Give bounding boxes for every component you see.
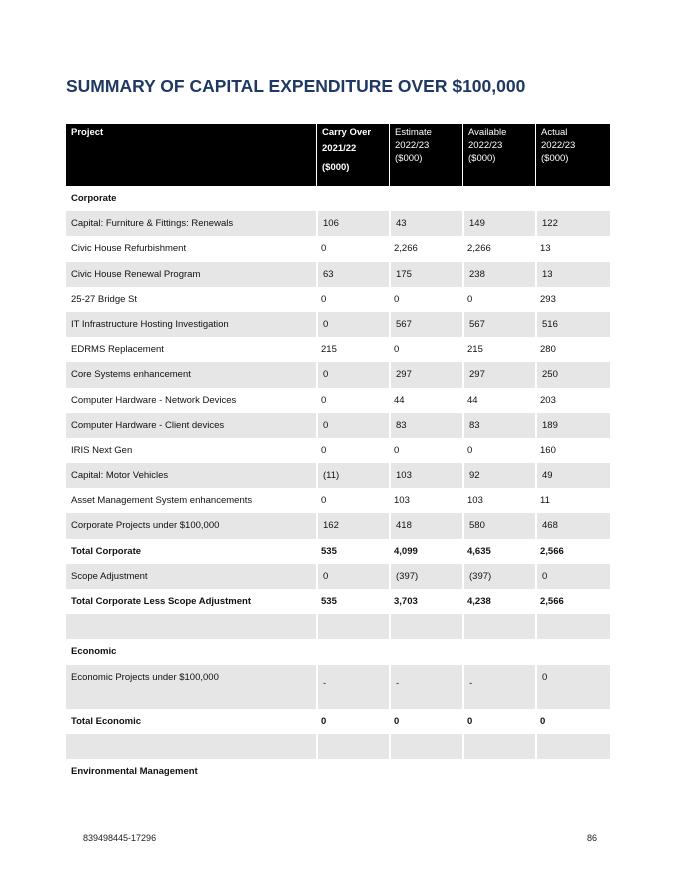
cell-estimate [389,759,462,784]
cell-carry-over [316,734,389,759]
header-estimate: Estimate 2022/23 ($000) [389,124,462,186]
cell-carry-over [316,614,389,639]
document-id: 839498445-17296 [83,833,157,843]
cell-actual: 13 [535,262,610,287]
cell-available: 215 [467,344,483,356]
cell-actual [535,639,610,664]
cell-carry-over: 106 [316,211,389,236]
cell-available: - [462,665,535,709]
table-row [66,759,610,784]
page-number: 86 [587,833,598,843]
page-title: SUMMARY OF CAPITAL EXPENDITURE OVER $100,000 [66,76,526,96]
table-header [66,124,610,186]
cell-available: 92 [462,463,535,488]
cell-actual [535,759,610,784]
table-row-spacer [66,734,610,759]
cell-project: Total Economic [71,715,142,727]
header-project: Project [71,127,104,138]
cell-available: 238 [462,262,535,287]
cell-carry-over: 0 [321,394,327,406]
cell-carry-over: 63 [316,262,389,287]
cell-actual [535,614,610,639]
cell-available: (397) [462,564,535,589]
table-row [66,438,610,463]
cell-actual: 11 [540,495,550,507]
cell-project [66,614,316,639]
cell-project: Corporate [71,193,117,204]
cell-estimate: 103 [389,463,462,488]
cell-carry-over: - [316,665,389,709]
cell-carry-over: 162 [316,513,389,538]
cell-actual: 0 [540,715,546,727]
cell-carry-over: 0 [321,293,327,305]
cell-actual: 189 [535,413,610,438]
cell-available: 83 [462,413,535,438]
cell-available: 4,635 [467,545,491,557]
cell-actual: 250 [535,362,610,387]
cell-carry-over: 0 [316,362,389,387]
cell-carry-over: 535 [321,545,337,557]
cell-estimate: 0 [394,444,400,456]
cell-carry-over: 0 [321,715,327,727]
cell-estimate: 418 [389,513,462,538]
cell-estimate: 567 [389,312,462,337]
cell-available: 44 [467,394,478,406]
cell-project: Civic House Renewal Program [66,262,316,287]
cell-actual: 0 [535,564,610,589]
cell-available [462,614,535,639]
table-row [66,639,610,664]
cell-actual: 516 [535,312,610,337]
table-row [66,312,610,337]
cell-project: IRIS Next Gen [71,444,133,456]
cell-actual: 13 [540,243,551,255]
table-row-total [66,539,610,564]
cell-project [66,734,316,759]
cell-carry-over: 535 [321,596,337,607]
cell-carry-over: 0 [321,243,327,255]
cell-estimate: 43 [389,211,462,236]
table-row [66,287,610,312]
cell-carry-over [316,639,389,664]
cell-available: 4,238 [467,596,491,607]
cell-estimate: 0 [394,293,400,305]
header-available: Available 2022/23 ($000) [462,124,535,186]
cell-project: Corporate Projects under $100,000 [66,513,316,538]
table-row [66,388,610,413]
header-carry-over: Carry Over 2021/22 ($000) [316,124,389,186]
cell-carry-over [316,186,389,211]
cell-project: Environmental Management [71,765,198,777]
cell-available [462,734,535,759]
cell-actual: 122 [535,211,610,236]
capital-expenditure-table [66,124,610,784]
cell-estimate: 297 [389,362,462,387]
cell-actual: 2,566 [540,545,564,557]
table-body [66,186,610,784]
cell-project: Total Corporate [71,545,142,557]
cell-carry-over: 0 [316,312,389,337]
table-row [66,337,610,362]
table-row [66,488,610,513]
cell-actual: 468 [535,513,610,538]
cell-estimate: 3,703 [394,596,418,607]
cell-estimate [389,639,462,664]
cell-available: 0 [467,293,473,305]
cell-available: 580 [462,513,535,538]
table-row [66,665,610,709]
cell-project: Scope Adjustment [66,564,316,589]
cell-actual: 293 [540,293,556,305]
cell-carry-over: 0 [316,564,389,589]
table-row [66,463,610,488]
cell-project: EDRMS Replacement [71,344,164,356]
table-row-total [66,589,610,614]
cell-project: Economic [71,646,117,658]
cell-actual: 203 [540,394,556,406]
cell-available: 567 [462,312,535,337]
cell-actual: 280 [540,344,556,356]
header-actual: Actual 2022/23 ($000) [535,124,610,186]
cell-estimate [389,186,462,211]
cell-project: Core Systems enhancement [66,362,316,387]
cell-carry-over: (11) [316,463,389,488]
cell-project: Civic House Refurbishment [71,243,187,255]
cell-estimate: - [389,665,462,709]
cell-available [462,639,535,664]
cell-estimate: 4,099 [394,545,418,557]
cell-estimate: (397) [389,564,462,589]
cell-carry-over: 0 [321,495,327,507]
cell-available: 297 [462,362,535,387]
cell-available: 2,266 [467,243,491,255]
cell-actual: 0 [535,665,610,709]
cell-estimate: 0 [394,715,400,727]
table-row [66,186,610,211]
cell-available: 149 [462,211,535,236]
cell-available: 103 [467,495,483,507]
table-row [66,413,610,438]
table-row-total [66,709,610,734]
cell-project: Economic Projects under $100,000 [66,665,316,709]
cell-actual: 49 [535,463,610,488]
cell-actual [535,734,610,759]
cell-available: 0 [467,444,473,456]
cell-estimate: 44 [394,394,405,406]
cell-available [462,759,535,784]
cell-available: 0 [467,715,473,727]
table-row [66,236,610,261]
cell-carry-over [316,759,389,784]
cell-estimate [389,614,462,639]
cell-project: Capital: Motor Vehicles [66,463,316,488]
cell-estimate: 2,266 [394,243,418,255]
cell-carry-over: 0 [321,444,327,456]
cell-actual: 2,566 [540,596,564,607]
cell-project: IT Infrastructure Hosting Investigation [66,312,316,337]
table-row [66,262,610,287]
cell-estimate: 175 [389,262,462,287]
cell-project: Computer Hardware - Client devices [66,413,316,438]
cell-project: Total Corporate Less Scope Adjustment [71,596,251,607]
cell-available [462,186,535,211]
cell-project: Capital: Furniture & Fittings: Renewals [66,211,316,236]
cell-actual: 160 [540,444,556,456]
table-row [66,211,610,236]
table-row [66,513,610,538]
cell-estimate [389,734,462,759]
cell-estimate: 103 [394,495,410,507]
cell-project: Computer Hardware - Network Devices [71,394,237,406]
cell-estimate: 0 [394,344,400,356]
table-row-spacer [66,614,610,639]
cell-actual [535,186,610,211]
cell-carry-over: 0 [316,413,389,438]
table-row [66,362,610,387]
cell-project: Asset Management System enhancements [71,495,253,507]
cell-project: 25-27 Bridge St [71,293,138,305]
table-row [66,564,610,589]
cell-estimate: 83 [389,413,462,438]
cell-carry-over: 215 [321,344,337,356]
